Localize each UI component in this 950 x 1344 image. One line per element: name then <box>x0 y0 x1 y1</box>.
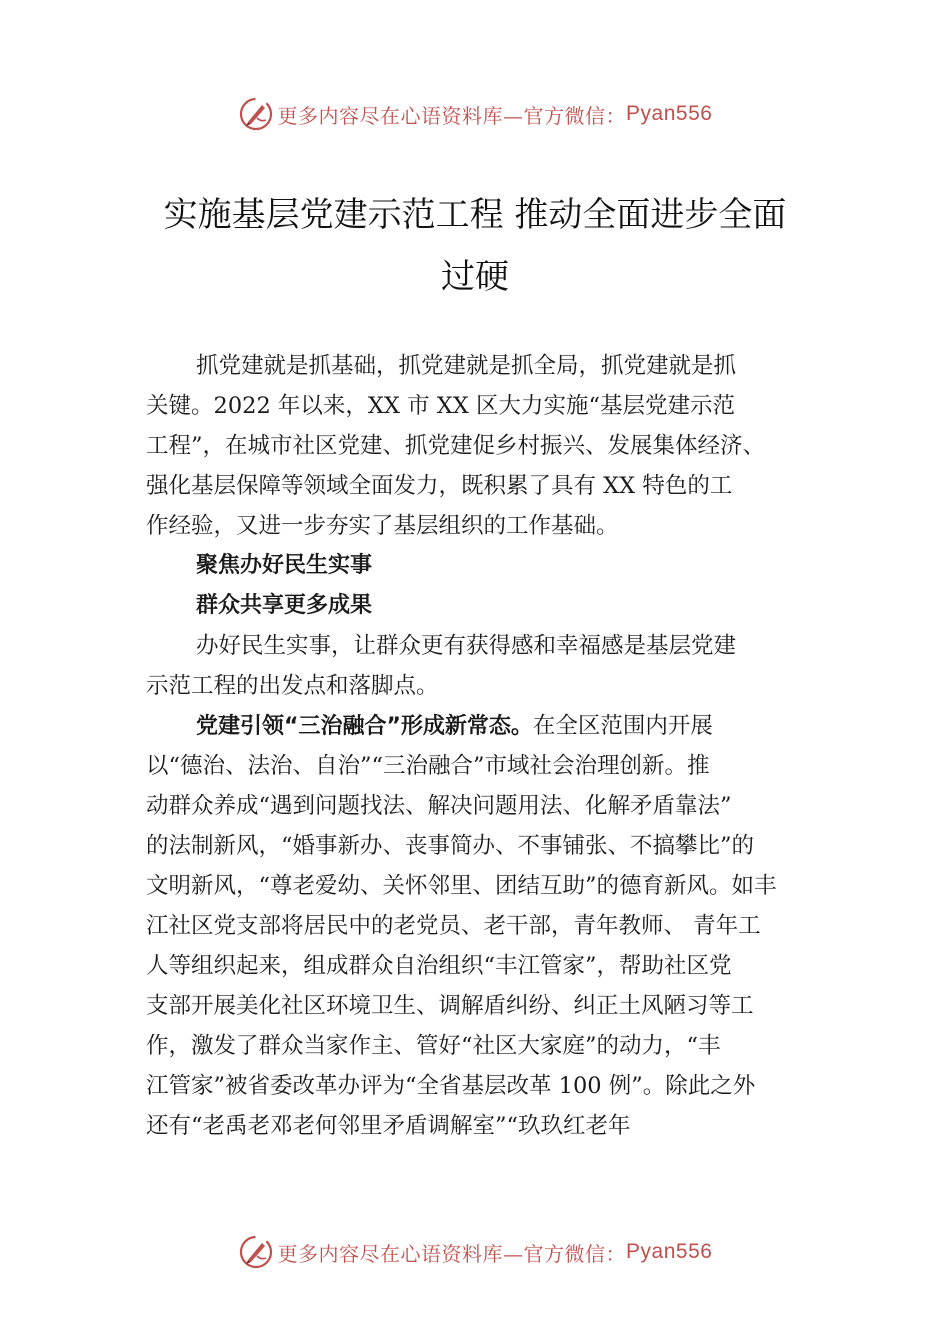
article-body <box>146 346 826 1146</box>
text-line: 支部开展美化社区环境卫生、调解盾纠纷、纠正土风陋习等工 <box>146 993 754 1019</box>
text-line: 强化基层保障等领域全面发力，既积累了具有 XX 特色的工 <box>146 473 733 499</box>
text-line: 江管家”被省委改革办评为“全省基层改革 100 例”。除此之外 <box>146 1073 756 1099</box>
banner-handle: Pyan556 <box>626 1240 713 1263</box>
text-line: 以“德治、法治、自治”“三治融合”市域社会治理创新。推 <box>146 753 710 779</box>
banner-text: 更多内容尽在心语资料库—官方微信： <box>277 103 627 128</box>
section-heading-1: 聚焦办好民生实事 <box>196 553 373 578</box>
pen-logo-icon <box>238 96 274 132</box>
text-line: 抓党建就是抓基础，抓党建就是抓全局，抓党建就是抓 <box>196 353 737 379</box>
text-line: 示范工程的出发点和落脚点。 <box>146 673 439 699</box>
page-title <box>100 184 850 308</box>
text-line: 作，激发了群众当家作主、管好“社区大家庭”的动力，“丰 <box>146 1033 721 1059</box>
footer-banner <box>0 1230 950 1274</box>
text-span: 在全区范围内开展 <box>532 713 713 739</box>
text-line: 还有“老禹老邓老何邻里矛盾调解室”“玖玖红老年 <box>146 1113 631 1139</box>
text-line: 关键。2022 年以来，XX 市 XX 区大力实施“基层党建示范 <box>146 393 735 419</box>
text-line <box>146 706 826 746</box>
header-banner <box>0 92 950 136</box>
title-line-2: 过硬 <box>441 257 509 297</box>
text-line: 办好民生实事，让群众更有获得感和幸福感是基层党建 <box>196 633 737 659</box>
pen-logo-icon <box>238 1234 274 1270</box>
text-line: 作经验，又进一步夯实了基层组织的工作基础。 <box>146 513 619 539</box>
text-line: 的法制新风，“婚事新办、丧事简办、不事铺张、不搞攀比”的 <box>146 833 755 859</box>
text-line: 江社区党支部将居民中的老党员、老干部，青年教师、 青年工 <box>146 913 761 939</box>
text-line: 工程”，在城市社区党建、抓党建促乡村振兴、发展集体经济、 <box>146 433 766 459</box>
text-line: 文明新风，“尊老爱幼、关怀邻里、团结互助”的德育新风。如丰 <box>146 873 777 899</box>
title-line-1: 实施基层党建示范工程 推动全面进步全面 <box>163 195 787 235</box>
paragraph-lead: 党建引领“三治融合”形成新常态。 <box>196 714 533 739</box>
text-line: 人等组织起来，组成群众自治组织“丰江管家”，帮助社区党 <box>146 953 732 979</box>
banner-text: 更多内容尽在心语资料库—官方微信： <box>277 1241 627 1266</box>
text-line: 动群众养成“遇到问题找法、解决问题用法、化解矛盾靠法” <box>146 793 732 819</box>
banner-handle: Pyan556 <box>626 102 713 125</box>
section-heading-2: 群众共享更多成果 <box>196 593 373 618</box>
